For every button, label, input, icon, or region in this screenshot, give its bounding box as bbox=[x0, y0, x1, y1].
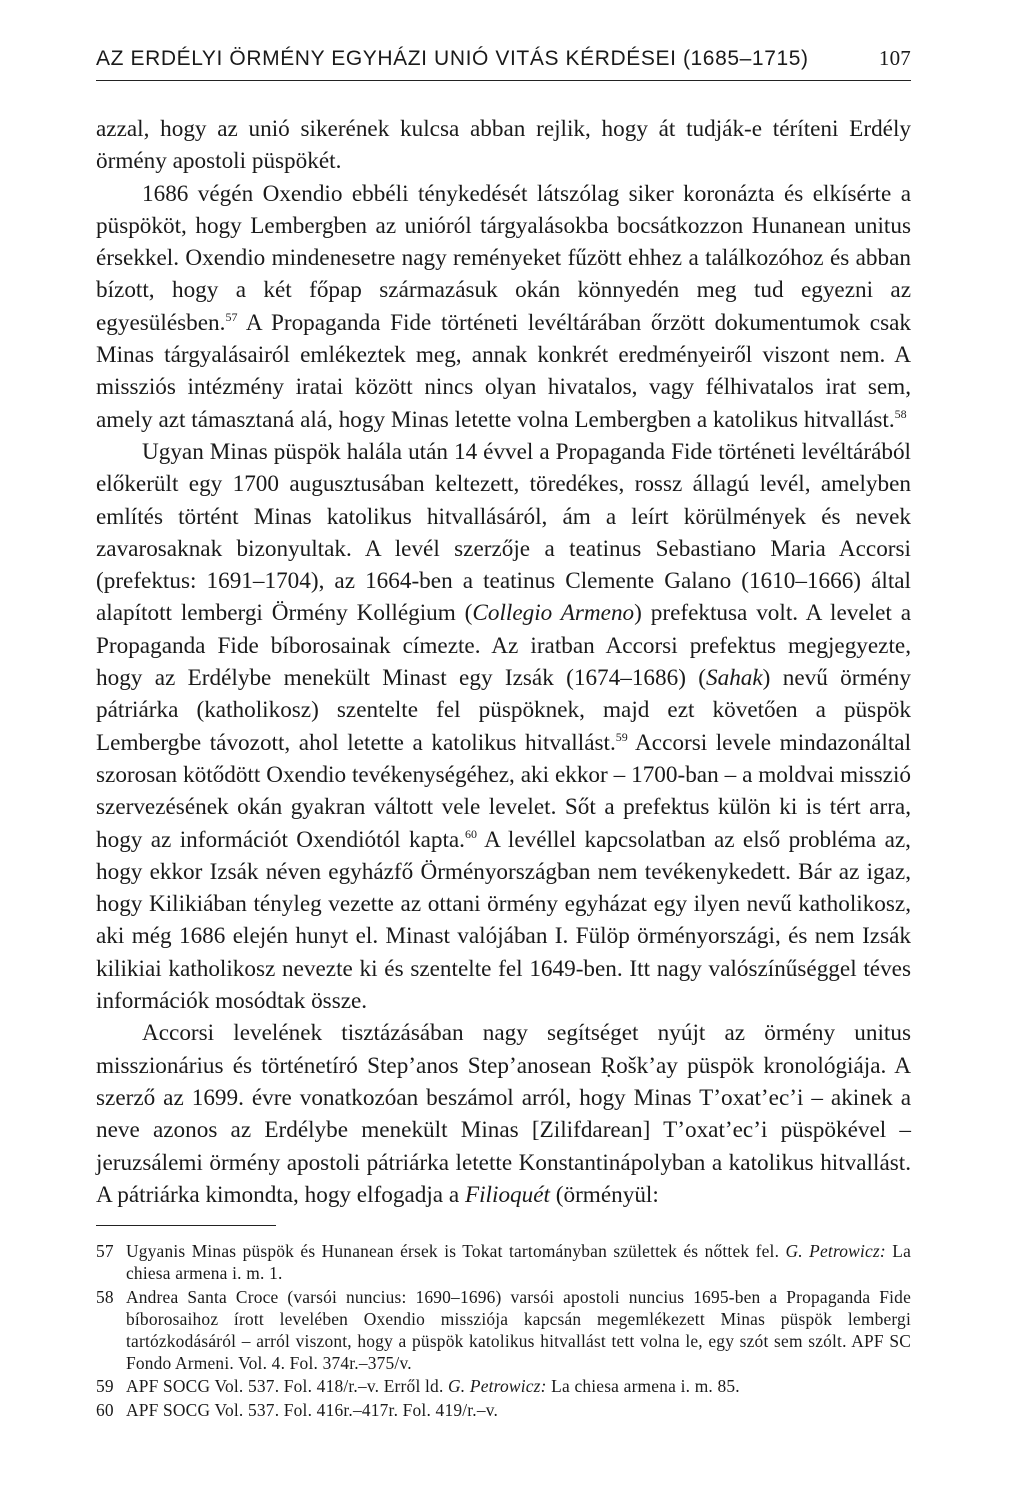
footnote-text bbox=[126, 1399, 911, 1421]
text-run: ) nevű örmény pátriárka (katholikosz) szentelte fel püspöknek, majd ezt követően a püspök Lembergbe távozott, ahol letette a katolikus hitvallást. bbox=[96, 665, 911, 756]
text-run: azzal, hogy az unió sikerének kulcsa abban rejlik, hogy át tudják-e téríteni Erdély örmény apostoli püspökét. bbox=[96, 116, 911, 175]
paragraph bbox=[96, 113, 911, 178]
text-run: Accorsi levele mindazonáltal szorosan kötődött Oxendio tevékenységéhez, aki ekkor – 1700-ban – a moldvai misszió szervezésének okán gyakran váltott vele levelet. Sőt a prefektus külön ki is tért arra, hogy az információt Oxendiótól kapta. bbox=[96, 729, 912, 853]
paragraph bbox=[96, 1017, 911, 1211]
text-run: APF SOCG Vol. 537. Fol. 416r.–417r. Fol. 419/r.–v. bbox=[126, 1399, 499, 1420]
footnotes bbox=[96, 1240, 911, 1421]
paragraph bbox=[96, 436, 911, 1017]
italic-text: G. Petrowicz: bbox=[448, 1376, 547, 1397]
footnote-number: 60 bbox=[96, 1399, 114, 1420]
footnote bbox=[96, 1375, 911, 1397]
text-run: Andrea Santa Croce (varsói nuncius: 1690–1696) varsói apostoli nuncius 1695-ben a Propaganda Fide bíborosaihoz írott levelében Oxendio missziója kapcsán megemlékezett Minas püspök lembergi tartózkodásáról – arról viszont, hogy a püspök katolikus hitvallást tett volna le, egy szót sem szólt. APF SC Fondo Armeni. Vol. 4. Fol. 374r.–375/v. bbox=[126, 1286, 911, 1374]
text-run: La chiesa armena i. m. 85. bbox=[546, 1376, 740, 1397]
footnote-text bbox=[126, 1375, 911, 1397]
page-number: 107 bbox=[878, 46, 911, 70]
italic-text: Sahak bbox=[706, 665, 763, 692]
footnote bbox=[96, 1286, 911, 1375]
paragraph bbox=[96, 178, 911, 436]
book-page bbox=[96, 46, 911, 1422]
text-run: A levéllel kapcsolatban az első probléma az, hogy ekkor Izsák néven egyházfő Örményországban nem tevékenykedett. Bár az igaz, hogy Kilikiában tényleg vezette az ottani örmény egyházat egy ilyen nevű katholikosz, aki még 1686 elején hunyt el. Minast valójában I. Fülöp örményországi, és nem Izsák kilikiai katholikosz nevezte ki és szentelte fel 1649-ben. Itt nagy valószínűséggel téves információk mosódtak össze. bbox=[96, 826, 911, 1015]
running-header bbox=[96, 46, 911, 81]
footnote bbox=[96, 1399, 911, 1421]
italic-text: Collegio Armeno bbox=[472, 600, 635, 627]
footnote-number: 58 bbox=[96, 1286, 114, 1307]
footnote-reference: 57 bbox=[225, 309, 238, 324]
text-run: Ugyanis Minas püspök és Hunanean érsek is Tokat tartományban születtek és nőttek fel. bbox=[126, 1241, 786, 1262]
footnote-reference: 60 bbox=[464, 826, 477, 841]
text-run: A Propaganda Fide történeti levéltárában őrzött dokumentumok csak Minas tárgyalásairól emlékeztek meg, annak konkrét eredményeiről viszont nem. A missziós intézmény iratai között nincs olyan hivatalos, vagy félhivatalos irat sem, amely azt támasztaná alá, hogy Minas letette volna Lembergben a katolikus hitvallást. bbox=[96, 309, 911, 433]
text-run: APF SOCG Vol. 537. Fol. 418/r.–v. Erről ld. bbox=[126, 1376, 449, 1397]
text-run: Accorsi levelének tisztázásában nagy segítséget nyújt az örmény unitus misszionárius és történetíró Step’anos Step’anosean Ṛošk’ay püspök kronológiája. A szerző az 1699. évre vonatkozóan beszámol arról, hogy Minas T’oxat’ec’i – akinek a neve azonos az Erdélybe menekült Minas [Zilifdarean] T’oxat’ec’i püspökével – jeruzsálemi örmény apostoli pátriárka letette Konstantinápolyban a katolikus hitvallást. A pátriárka kimondta, hogy elfogadja a bbox=[96, 1020, 911, 1208]
text-run: ) prefektusa volt. A levelet a Propaganda Fide bíborosainak címezte. Az iratban Accorsi prefektus megjegyezte, hogy az Erdélybe menekült Minast egy Izsák (1674–1686) ( bbox=[96, 600, 911, 692]
footnote bbox=[96, 1240, 911, 1284]
footnote-reference: 59 bbox=[615, 729, 628, 744]
text-run: La chiesa armena i. m. 1. bbox=[126, 1241, 912, 1284]
italic-text: Filioquét bbox=[464, 1181, 550, 1208]
footnote-number: 59 bbox=[96, 1376, 114, 1397]
footnote-reference: 58 bbox=[894, 406, 907, 421]
text-run: Ugyan Minas püspök halála után 14 évvel a Propaganda Fide történeti levéltárából előkerült egy 1700 augusztusában keltezett, töredékes, rossz állagú levél, amelyben említés történt Minas katolikus hitvallásáról, ám a leírt körülmények és nevek zavarosaknak bizonyultak. A levél szerzője a teatinus Sebastiano Maria Accorsi (prefektus: 1691–1704), az 1664-ben a teatinus Clemente Galano (1610–1666) által alapított lembergi Örmény Kollégium ( bbox=[96, 438, 911, 627]
text-run: (örményül: bbox=[549, 1181, 659, 1208]
footnote-text bbox=[126, 1286, 911, 1375]
footnote-text bbox=[126, 1240, 911, 1284]
italic-text: G. Petrowicz: bbox=[785, 1241, 886, 1262]
footnote-number: 57 bbox=[96, 1241, 114, 1262]
footnote-divider bbox=[96, 1225, 276, 1226]
running-title: AZ ERDÉLYI ÖRMÉNY EGYHÁZI UNIÓ VITÁS KÉRDÉSEI (1685–1715) bbox=[96, 47, 809, 70]
main-text bbox=[96, 113, 911, 1211]
text-run: 1686 végén Oxendio ebbéli ténykedését látszólag siker koronázta és elkísérte a püspököt, hogy Lembergben az unióról tárgyalásokba bocsátkozzon Hunanean unitus érsekkel. Oxendio mindenesetre nagy reményeket fűzött ehhez a találkozóhoz és abban bízott, hogy a két főpap származásuk okán könnyedén meg tud egyezni az egyesülésben. bbox=[96, 180, 911, 336]
